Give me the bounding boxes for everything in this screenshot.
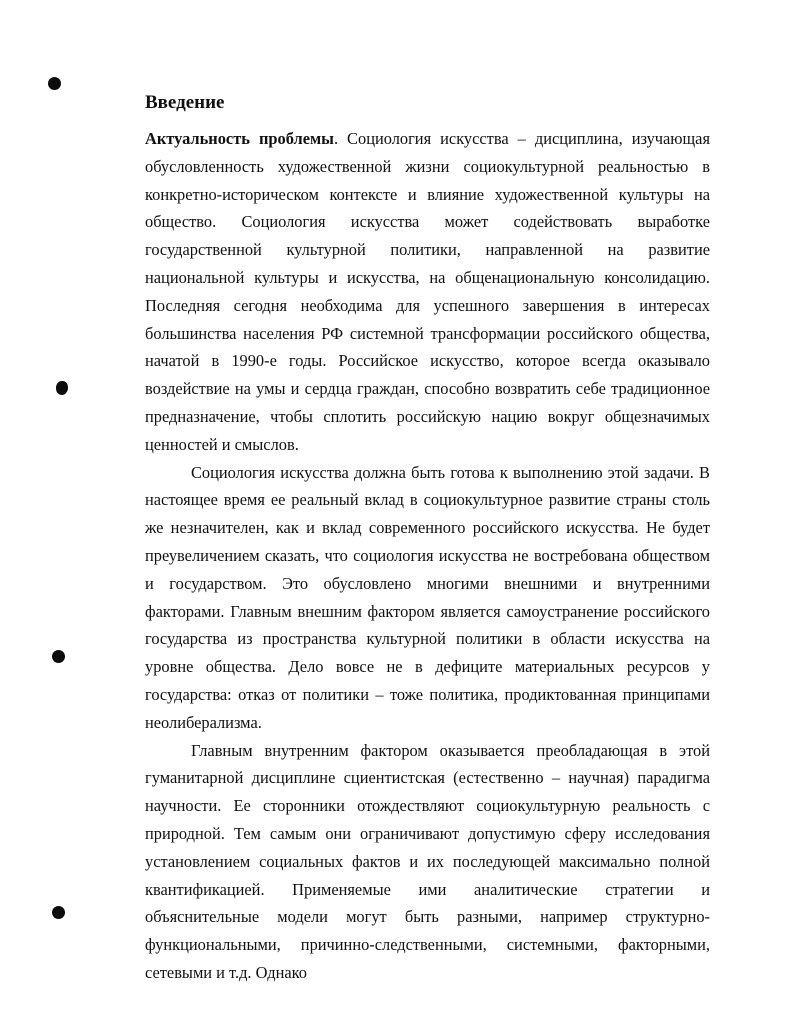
document-page (145, 90, 710, 987)
section-heading: Введение (145, 92, 225, 113)
paragraph-3: Главным внутренним фактором оказывается преобладающая в этой гуманитарной дисциплине сциентистская (естественно – научная) парадигма научности. Ее сторонники отождествляют социокультурную реальность с природной. Тем самым они ограничивают допустимую сферу исследования установлением социальных фактов и их последующей максимально полной квантификацией. Применяемые ими аналитические стратегии и объяснительные модели могут быть разными, например структурно-функциональными, причинно-следственными, системными, факторными, сетевыми и т.д. Однако (145, 740, 710, 982)
punch-hole-mark (56, 381, 68, 395)
punch-hole-mark (48, 77, 61, 90)
paragraph-lead-term: Актуальность проблемы (145, 129, 334, 148)
punch-hole-mark (52, 650, 65, 663)
paragraph-1 (145, 125, 710, 459)
paragraph-2: Социология искусства должна быть готова к выполнению этой задачи. В настоящее время ее реальный вклад в социокультурное развитие страны столь же незначителен, как и вклад современного российского искусства. Не будет преувеличением сказать, что социология искусства не востребована обществом и государством. Это обусловлено многими внешними и внутренними факторами. Главным внешним фактором является самоустранение российского государства из пространства культурной политики в области искусства на уровне общества. Дело вовсе не в дефиците материальных ресурсов у государства: отказ от политики – тоже политика, продиктованная принципами неолиберализма. (145, 462, 710, 732)
paragraph-text: . Социология искусства – дисциплина, изучающая обусловленность художественной жизни социокультурной реальностью в конкретно-историческом контексте и влияние художественной культуры на общество. Социология искусства может содействовать выработке государственной культурной политики, направленной на развитие национальной культуры и искусства, на общенациональную консолидацию. Последняя сегодня необходима для успешного завершения в интересах большинства населения РФ системной трансформации российского общества, начатой в 1990-е годы. Российское искусство, которое всегда оказывало воздействие на умы и сердца граждан, способно возвратить себе традиционное предназначение, чтобы сплотить российскую нацию вокруг общезначимых ценностей и смыслов. (145, 129, 710, 454)
punch-hole-mark (52, 906, 65, 919)
